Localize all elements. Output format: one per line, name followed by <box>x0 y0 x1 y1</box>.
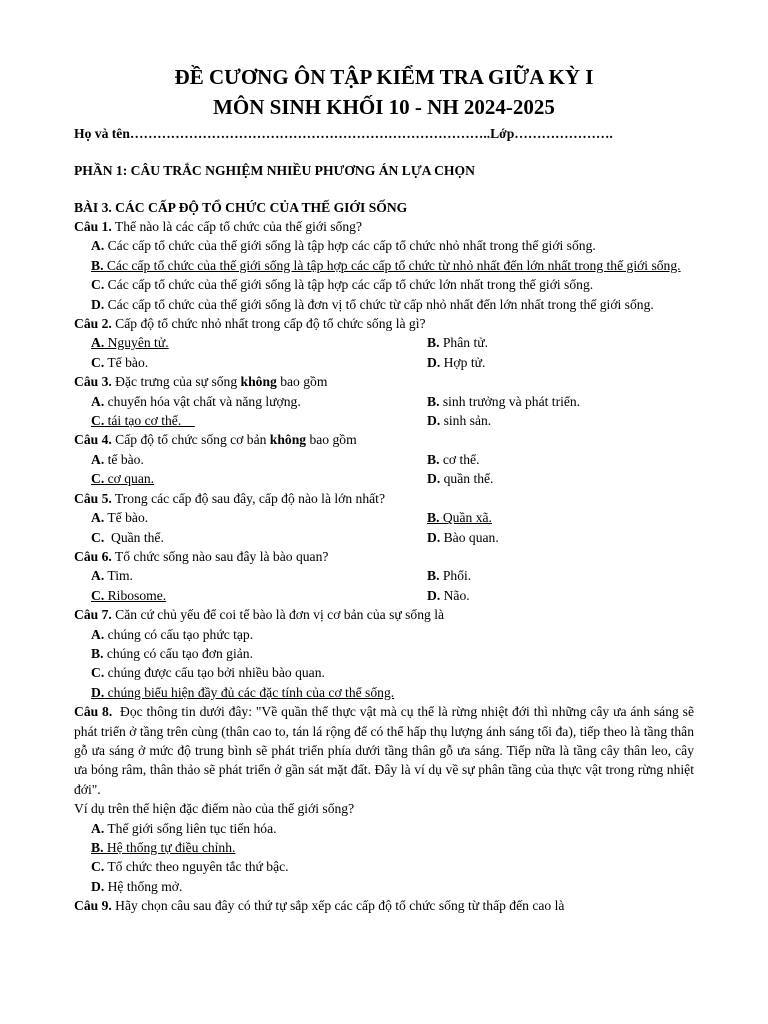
option-5d: D. Bào quan. <box>427 529 499 545</box>
question-2: Câu 2. Cấp độ tổ chức nhỏ nhất trong cấp độ tổ chức sống là gì? <box>74 316 426 332</box>
part-heading: PHẦN 1: CÂU TRẮC NGHIỆM NHIỀU PHƯƠNG ÁN LỰA CHỌN <box>74 163 475 178</box>
document-page <box>74 62 698 916</box>
option-8b: B. Hệ thống tự điều chỉnh. <box>91 840 236 855</box>
question-3: Câu 3. Đặc trưng của sự sống không bao gồm <box>74 374 328 390</box>
option-2c: C. Tế bào. <box>91 354 149 370</box>
question-1 <box>74 217 694 236</box>
option-5c: C. Quần thể. <box>91 529 164 545</box>
option-7a: A. chúng có cấu tạo phức tạp. <box>91 626 254 642</box>
option-1c: C. Các cấp tổ chức của thế giới sống là tập hợp các cấp tổ chức lớn nhất trong thế giới sống. <box>91 277 594 293</box>
option-4a: A. tế bào. <box>91 451 144 467</box>
title-line-2: MÔN SINH KHỐI 10 - NH 2024-2025 <box>213 95 555 119</box>
option-8d: D. Hệ thống mở. <box>91 878 183 894</box>
option-3c: C. tái tạo cơ thể. <box>91 413 195 429</box>
option-6c: C. Ribosome. <box>91 587 167 603</box>
question-5: Câu 5. Trong các cấp độ sau đây, cấp độ nào là lớn nhất? <box>74 490 385 506</box>
option-2b: B. Phân tử. <box>427 335 488 351</box>
question-8: Câu 8. Đọc thông tin dưới đây: "Về quần thể thực vật mà cụ thể là rừng nhiệt đới thì những cây ưa ánh sáng sẽ phát triển ở tầng trên cùng (thân cao to, tán lá rộng để có thể hấp thụ lượng ánh sáng tối đa), tiếp theo là tầng thân gỗ ưa sáng ở mức độ trung bình sẽ phát triển phía dưới tầng thân gỗ ưa sáng. Tiếp nữa là tầng cây thân leo, cây ưa bóng râm, thân thảo sẽ phát triển ở gần sát mặt đất. Đây là ví dụ về sự phân tầng của thực vật trong rừng nhiệt đới". <box>74 704 698 797</box>
option-6d: D. Não. <box>427 587 470 603</box>
option-1b: B. Các cấp tổ chức của thế giới sống là tập hợp các cấp tổ chức từ nhỏ nhất đến lớn nhất trong thế giới sống. <box>91 257 681 273</box>
question-9: Câu 9. Hãy chọn câu sau đây có thứ tự sắp xếp các cấp độ tổ chức sống từ thấp đến cao là <box>74 898 565 914</box>
option-1a: A. Các cấp tổ chức của thế giới sống là tập hợp các cấp tổ chức nhỏ nhất trong thế giới sống. <box>91 238 596 254</box>
options-row <box>74 450 694 469</box>
option-7d: D. chúng biểu hiện đầy đủ các đặc tính của cơ thể sống. <box>91 684 395 700</box>
title-line-1: ĐỀ CƯƠNG ÔN TẬP KIỂM TRA GIỮA KỲ I <box>174 65 594 89</box>
option-1d: D. Các cấp tổ chức của thế giới sống là đơn vị tổ chức từ cấp nhỏ nhất đến lớn nhất trong thế giới sống. <box>91 296 654 312</box>
options-row <box>74 469 694 488</box>
option-4d: D. quần thể. <box>427 471 494 487</box>
option-3a: A. chuyển hóa vật chất và năng lượng. <box>91 393 301 409</box>
option-7b: B. chúng có cấu tạo đơn giản. <box>91 645 253 661</box>
option-4c: C. cơ quan. <box>91 471 155 487</box>
option-8c: C. Tổ chức theo nguyên tắc thứ bậc. <box>91 859 289 875</box>
question-4: Câu 4. Cấp độ tổ chức sống cơ bản không bao gồm <box>74 432 357 448</box>
option-3d: D. sinh sản. <box>427 413 492 429</box>
question-text: Thế nào là các cấp tổ chức của thế giới sống? <box>111 219 362 234</box>
option-4b: B. cơ thể. <box>427 451 480 467</box>
question-7: Câu 7. Căn cứ chủ yếu để coi tế bào là đơn vị cơ bản của sự sống là <box>74 607 445 623</box>
options-row <box>74 333 694 352</box>
options-row <box>74 508 694 527</box>
option-5a: A. Tế bào. <box>91 510 149 526</box>
student-info-line: Họ và tên……………………………………………………………………..Lớp…………………. <box>74 126 613 141</box>
option-7c: C. chúng được cấu tạo bởi nhiều bào quan. <box>91 665 325 681</box>
option-3b: B. sinh trưởng và phát triển. <box>427 393 581 409</box>
options-row <box>74 528 694 547</box>
document-title <box>74 62 694 122</box>
lesson-heading: BÀI 3. CÁC CẤP ĐỘ TỔ CHỨC CỦA THẾ GIỚI SỐNG <box>74 200 408 215</box>
options-row <box>74 586 694 605</box>
options-row <box>74 392 694 411</box>
option-8a: A. Thế giới sống liên tục tiến hóa. <box>91 820 277 836</box>
option-2a: A. Nguyên tử. <box>91 335 169 351</box>
options-row <box>74 411 694 430</box>
options-row <box>74 566 694 585</box>
question-8-prompt: Ví dụ trên thể hiện đặc điểm nào của thế giới sống? <box>74 801 355 817</box>
question-label: Câu 1. <box>74 219 112 234</box>
question-6: Câu 6. Tổ chức sống nào sau đây là bào quan? <box>74 548 329 564</box>
option-6b: B. Phổi. <box>427 568 472 584</box>
option-6a: A. Tim. <box>91 568 133 584</box>
options-row <box>74 353 694 372</box>
option-2d: D. Hợp tử. <box>427 354 486 370</box>
option-5b: B. Quần xã. <box>427 510 492 526</box>
